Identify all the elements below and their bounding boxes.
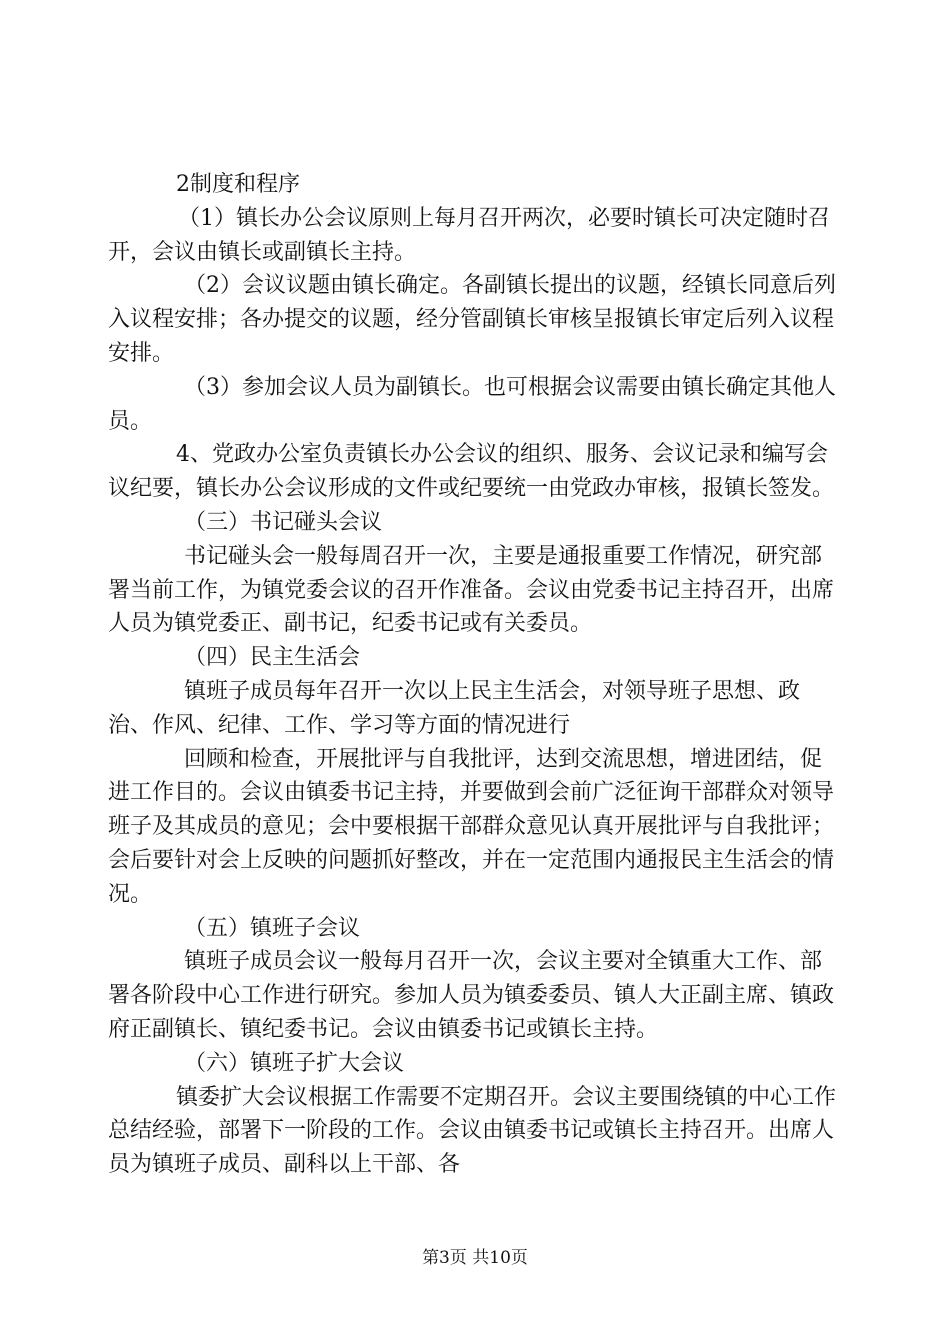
section-heading-team: （五）镇班子会议 (184, 915, 361, 941)
paragraph-item-2: （2）会议议题由镇长确定。各副镇长提出的议题，经镇长同意后列入议程安排；各办提交的议题，经分管副镇长审核呈报镇长审定后列入议程安排。 (108, 273, 836, 366)
section-heading-democratic: （四）民主生活会 (184, 645, 361, 671)
paragraph-item-4: 4、党政办公室负责镇长办公会议的组织、服务、会议记录和编写会议纪要，镇长办公会议形成的文件或纪要统一由党政办审核，报镇长签发。 (108, 442, 835, 502)
paragraph-democratic-a: 镇班子成员每年召开一次以上民主生活会，对领导班子思想、政治、作风、纪律、工作、学习等方面的情况进行 (108, 678, 801, 738)
section-heading-secretary: （三）书记碰头会议 (184, 509, 383, 535)
paragraph-item-3: （3）参加会议人员为副镇长。也可根据会议需要由镇长确定其他人员。 (108, 374, 836, 434)
paragraph-team: 镇班子成员会议一般每月召开一次，会议主要对全镇重大工作、部署各阶段中心工作进行研究。参加人员为镇委委员、镇人大正副主席、镇政府正副镇长、镇纪委书记。会议由镇委书记或镇长主持。 (108, 949, 835, 1042)
section-heading-procedure: 2制度和程序 (176, 172, 300, 197)
paragraph-expanded: 镇委扩大会议根据工作需要不定期召开。会议主要围绕镇的中心工作总结经验，部署下一阶段的工作。会议由镇委书记或镇长主持召开。出席人员为镇班子成员、副科以上干部、各 (108, 1084, 836, 1178)
section-heading-expanded: （六）镇班子扩大会议 (184, 1050, 405, 1076)
page-footer: 第3页 共10页 (422, 1248, 528, 1268)
document-body (0, 168, 950, 1182)
paragraph-item-1: （1）镇长办公会议原则上每月召开两次，必要时镇长可决定随时召开，会议由镇长或副镇长主持。 (108, 205, 830, 265)
paragraph-democratic-b: 回顾和检查，开展批评与自我批评，达到交流思想，增进团结，促进工作目的。会议由镇委书记主持，并要做到会前广泛征询干部群众对领导班子及其成员的意见；会中要根据干部群众意见认真开展批评与自我批评；会后要针对会上反映的问题抓好整改，并在一定范围内通报民主生活会的情况。 (108, 746, 835, 907)
paragraph-secretary: 书记碰头会一般每周召开一次，主要是通报重要工作情况，研究部署当前工作，为镇党委会议的召开作准备。会议由党委书记主持召开，出席人员为镇党委正、副书记，纪委书记或有关委员。 (108, 543, 835, 637)
